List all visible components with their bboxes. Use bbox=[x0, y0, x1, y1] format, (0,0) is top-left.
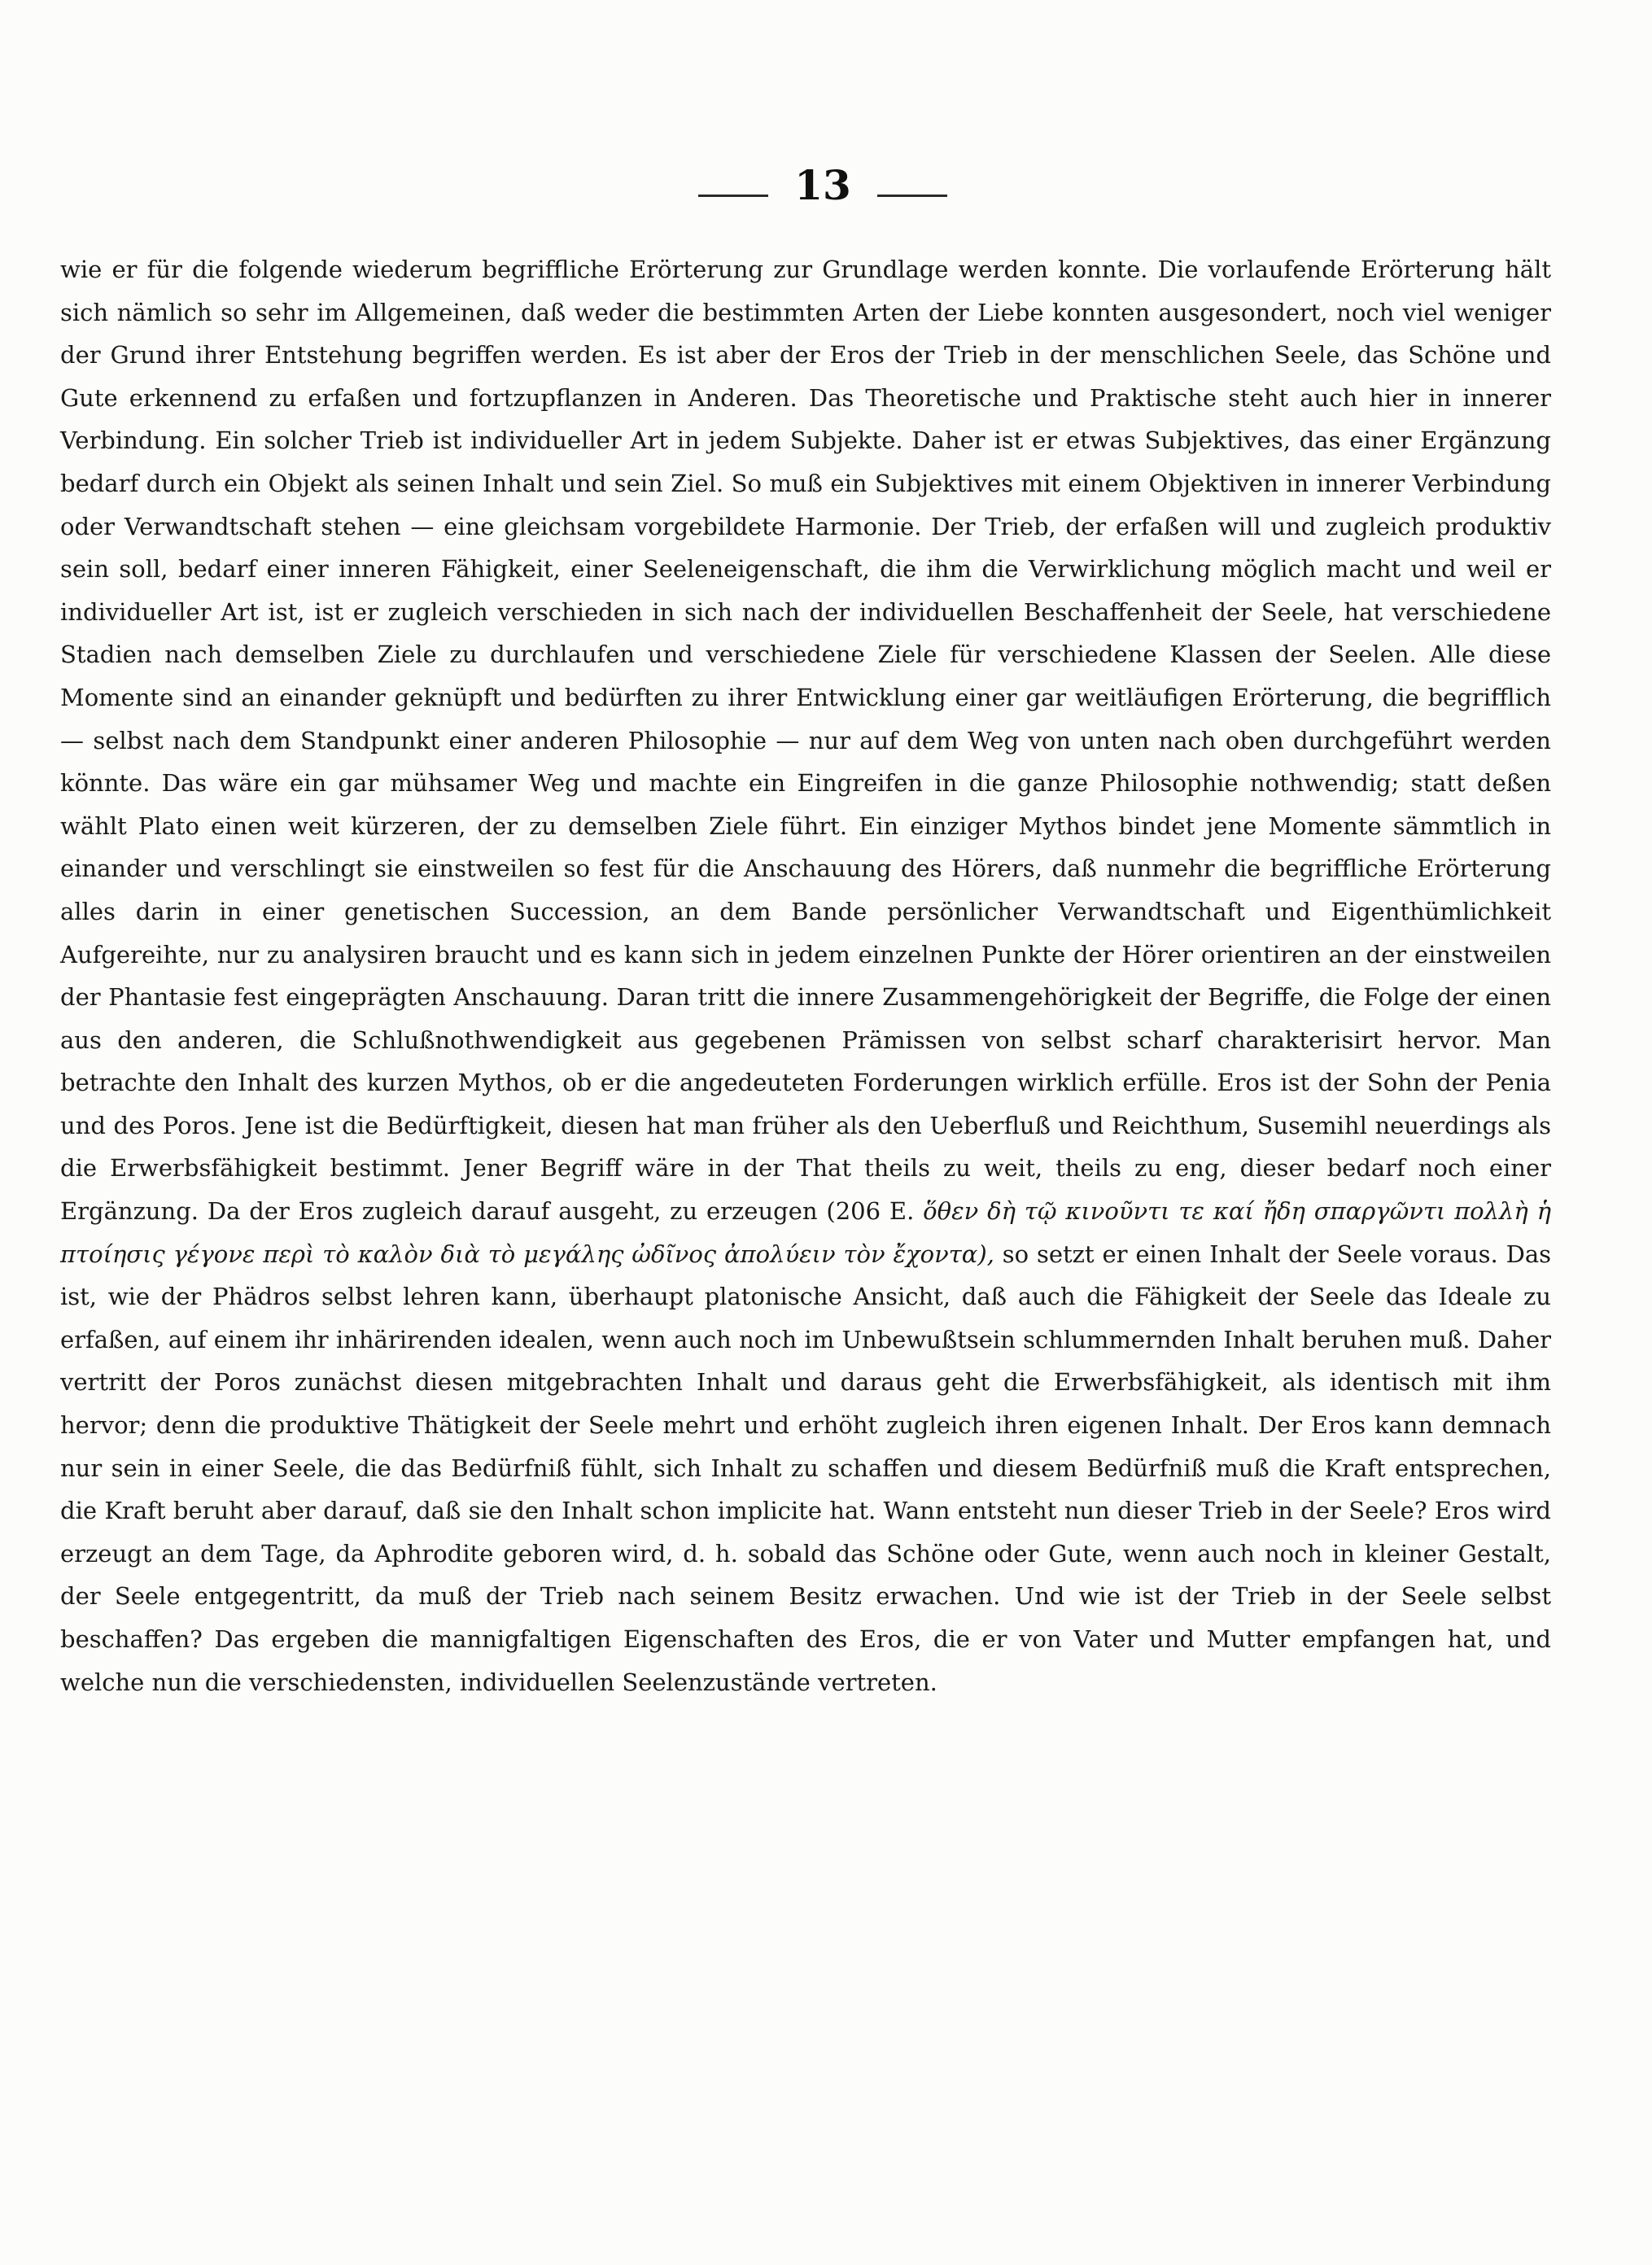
page-header bbox=[0, 161, 1652, 210]
header-rule-left bbox=[698, 195, 768, 197]
header-rule-right bbox=[877, 195, 947, 197]
body-text-part-2: so setzt er einen Inhalt der Seele voraus. Das ist, wie der Phädros selbst lehren kann, überhaupt platonische Ansicht, daß auch die Fähigkeit der Seele das Ideale zu erfaßen, auf einem ihr inhärirenden idealen, wenn auch noch im Unbewußtsein schlummernden Inhalt beruhen muß. Daher vertritt der Poros zunächst diesen mitgebrachten Inhalt und daraus geht die Erwerbsfähigkeit, als identisch mit ihm hervor; denn die produktive Thätigkeit der Seele mehrt und erhöht zugleich ihren eigenen Inhalt. Der Eros kann demnach nur sein in einer Seele, die das Bedürfniß fühlt, sich Inhalt zu schaffen und diesem Bedürfniß muß die Kraft entsprechen, die Kraft beruht aber darauf, daß sie den Inhalt schon implicite hat. Wann entsteht nun dieser Trieb in der Seele? Eros wird erzeugt an dem Tage, da Aphrodite geboren wird, d. h. sobald das Schöne oder Gute, wenn auch noch in kleiner Gestalt, der Seele entgegentritt, da muß der Trieb nach seinem Besitz erwachen. Und wie ist der Trieb in der Seele selbst beschaffen? Das ergeben die mannigfaltigen Eigenschaften des Eros, die er von Vater und Mutter empfangen hat, und welche nun die verschiedensten, individuellen Seelenzustände vertreten. bbox=[60, 1240, 1552, 1696]
body-paragraph bbox=[60, 248, 1551, 1703]
body-text-part-1: wie er für die folgende wiederum begriffliche Erörterung zur Grundlage werden konnte. Die vorlaufende Erörterung hält sich nämlich so sehr im Allgemeinen, daß weder die bestimmten Arten der Liebe konnten ausgesondert, noch viel weniger der Grund ihrer Entstehung begriffen werden. Es ist aber der Eros der Trieb in der menschlichen Seele, das Schöne und Gute erkennend zu erfaßen und fortzupflanzen in Anderen. Das Theoretische und Praktische steht auch hier in innerer Verbindung. Ein solcher Trieb ist individueller Art in jedem Subjekte. Daher ist er etwas Subjektives, das einer Ergänzung bedarf durch ein Objekt als seinen Inhalt und sein Ziel. So muß ein Subjektives mit einem Objektiven in innerer Verbindung oder Verwandtschaft stehen — eine gleichsam vorgebildete Harmonie. Der Trieb, der erfaßen will und zugleich produktiv sein soll, bedarf einer inneren Fähigkeit, einer Seeleneigenschaft, die ihm die Verwirklichung möglich macht und weil er individueller Art ist, ist er zugleich verschieden in sich nach der individuellen Beschaffenheit der Seele, hat verschiedene Stadien nach demselben Ziele zu durchlaufen und verschiedene Ziele für verschiedene Klassen der Seelen. Alle diese Momente sind an einander geknüpft und bedürften zu ihrer Entwicklung einer gar weitläufigen Erörterung, die begrifflich — selbst nach dem Standpunkt einer anderen Philosophie — nur auf dem Weg von unten nach oben durchgeführt werden könnte. Das wäre ein gar mühsamer Weg und machte ein Eingreifen in die ganze Philosophie nothwendig; statt deßen wählt Plato einen weit kürzeren, der zu demselben Ziele führt. Ein einziger Mythos bindet jene Momente sämmtlich in einander und verschlingt sie einstweilen so fest für die Anschauung des Hörers, daß nunmehr die begriffliche Erörterung alles darin in einer genetischen Succession, an dem Bande persönlicher Verwandtschaft und Eigenthümlichkeit Aufgereihte, nur zu analysiren braucht und es kann sich in jedem einzelnen Punkte der Hörer orientiren an der einstweilen der Phantasie fest eingeprägten Anschauung. Daran tritt die innere Zusammengehörigkeit der Begriffe, die Folge der einen aus den anderen, die Schlußnothwendigkeit aus gegebenen Prämissen von selbst scharf charakterisirt hervor. Man betrachte den Inhalt des kurzen Mythos, ob er die angedeuteten Forderungen wirklich erfülle. Eros ist der Sohn der Penia und des Poros. Jene ist die Bedürftigkeit, diesen hat man früher als den Ueberfluß und Reichthum, Susemihl neuerdings als die Erwerbsfähigkeit bestimmt. Jener Begriff wäre in der That theils zu weit, theils zu eng, dieser bedarf noch einer Ergänzung. Da der Eros zugleich darauf ausgeht, zu erzeugen (206 E. bbox=[60, 256, 1551, 1226]
page-number: 13 bbox=[794, 161, 851, 209]
greek-quotation: ὅθεν δὴ τῷ κινοῦντι τε καί ἤδη σπαργῶντι πολλὴ ἡ πτοίησις γέγονε περὶ τὸ καλὸν διὰ τὸ μεγάλης ὠδῖνος ἀπολύειν τὸν ἔχοντα), bbox=[60, 1197, 1551, 1268]
